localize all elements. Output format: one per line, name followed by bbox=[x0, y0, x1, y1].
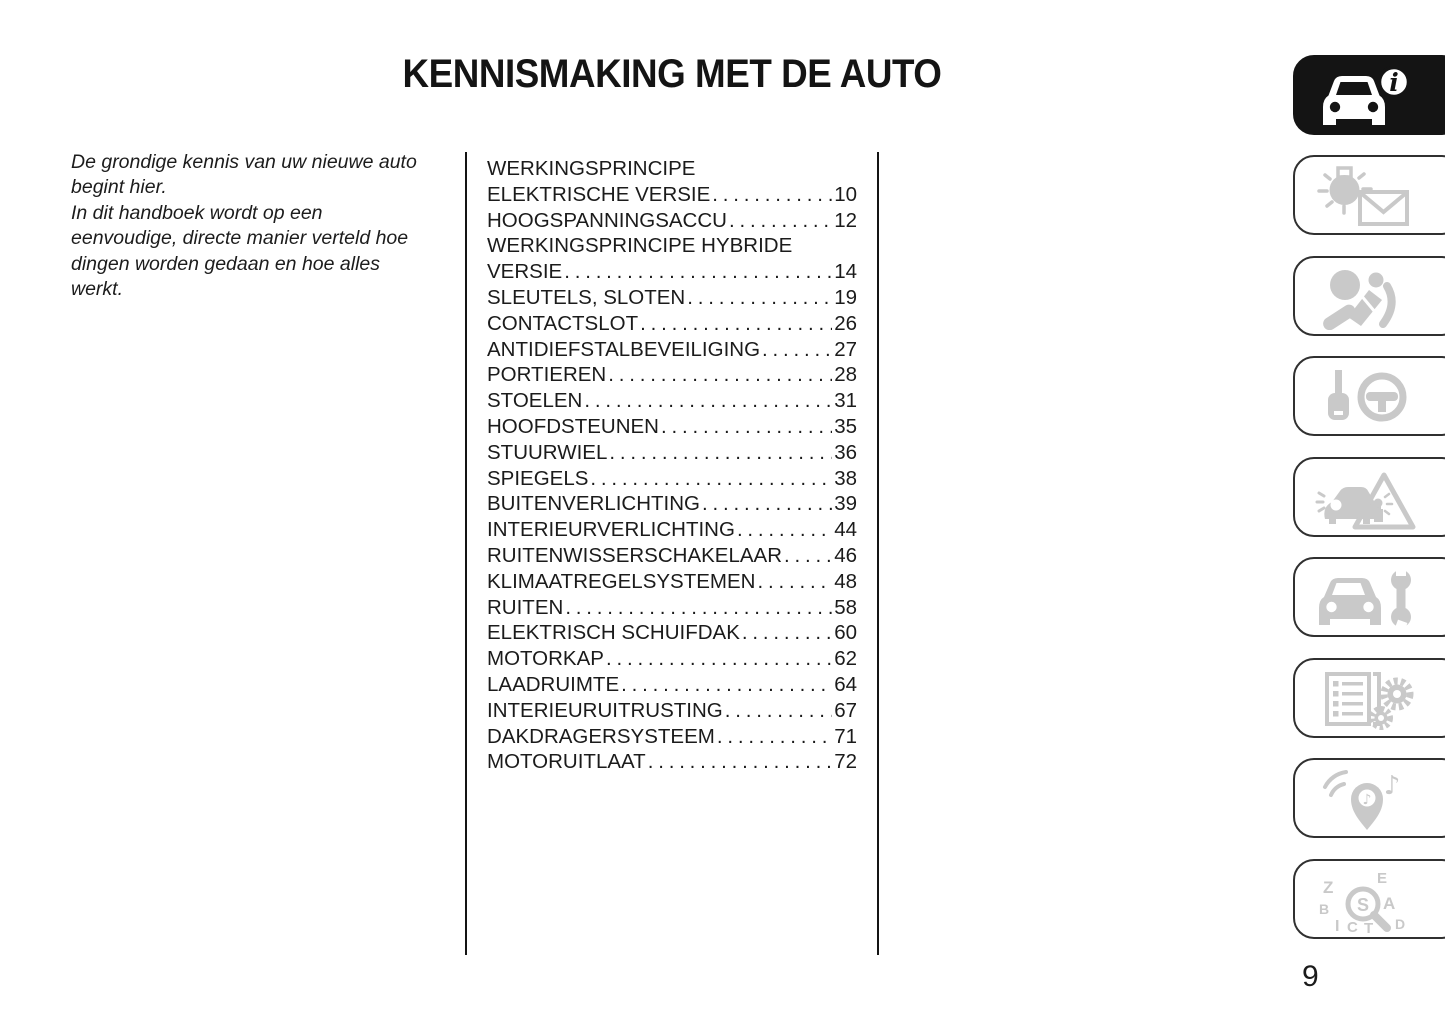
dot-leader bbox=[608, 362, 832, 388]
intro-paragraph-2: In dit handboek wordt op een eenvoudige, directe manier verteld hoe dingen worden gedaan en hoe alles werkt. bbox=[71, 201, 409, 301]
toc-entry[interactable] bbox=[487, 362, 857, 388]
toc-entry-label: ANTIDIEFSTALBEVEILIGING bbox=[487, 337, 761, 361]
toc-entry-label: BUITENVERLICHTING bbox=[487, 492, 700, 516]
toc-entry[interactable] bbox=[487, 182, 857, 208]
toc-entry-label: WERKINGSPRINCIPE HYBRIDE bbox=[487, 234, 793, 258]
toc-entry-page: 10 bbox=[834, 182, 857, 206]
toc-entry-page: 12 bbox=[834, 208, 857, 232]
dot-leader bbox=[621, 672, 832, 698]
svg-text:E: E bbox=[1377, 870, 1388, 887]
toc-entry[interactable] bbox=[487, 724, 857, 750]
toc-entry[interactable] bbox=[487, 311, 857, 337]
toc-entry-label: RUITEN bbox=[487, 595, 564, 619]
toc-entry-label: SPIEGELS bbox=[487, 466, 589, 490]
toc-entry-label: ELEKTRISCH SCHUIFDAK bbox=[487, 621, 740, 645]
toc-entry-label: LAADRUIMTE bbox=[487, 672, 620, 696]
toc-entry[interactable] bbox=[487, 646, 857, 672]
chapter-tab-starting-driving[interactable] bbox=[1293, 356, 1445, 436]
toc-entry-page: 64 bbox=[834, 672, 857, 696]
toc-entry-page: 62 bbox=[834, 647, 857, 671]
intro-text bbox=[71, 150, 433, 302]
toc-entry-label: STOELEN bbox=[487, 389, 583, 413]
toc-entry-page: 36 bbox=[834, 440, 857, 464]
toc-entry-page: 26 bbox=[834, 311, 857, 335]
svg-text:A: A bbox=[1383, 894, 1396, 913]
chapter-tab-warning-lights-messages[interactable] bbox=[1293, 155, 1445, 235]
toc-entry-page: 39 bbox=[834, 492, 857, 516]
toc-entry-page: 31 bbox=[834, 389, 857, 413]
toc-entry-label: DAKDRAGERSYSTEEM bbox=[487, 724, 715, 748]
dot-leader bbox=[762, 337, 832, 363]
toc-entry-page: 27 bbox=[834, 337, 857, 361]
toc-entry[interactable] bbox=[487, 337, 857, 363]
dot-leader bbox=[661, 414, 832, 440]
svg-text:C: C bbox=[1347, 919, 1358, 933]
toc-entry-label: KLIMAATREGELSYSTEMEN bbox=[487, 569, 756, 593]
chapter-tab-index[interactable] bbox=[1293, 859, 1445, 939]
toc-entry[interactable] bbox=[487, 285, 857, 311]
svg-text:I: I bbox=[1335, 918, 1340, 933]
svg-text:D: D bbox=[1395, 916, 1406, 932]
page-title: KENNISMAKING MET DE AUTO bbox=[402, 52, 942, 96]
dot-leader bbox=[564, 259, 832, 285]
dot-leader bbox=[640, 311, 832, 337]
toc-entry-page: 35 bbox=[834, 414, 857, 438]
chapter-tab-multimedia[interactable] bbox=[1293, 758, 1445, 838]
toc-entry[interactable] bbox=[487, 491, 857, 517]
toc-entry-label: INTERIEURUITRUSTING bbox=[487, 698, 723, 722]
dot-leader bbox=[687, 285, 832, 311]
toc-entry-label: RUITENWISSERSCHAKELAAR bbox=[487, 543, 783, 567]
toc-entry[interactable] bbox=[487, 388, 857, 414]
dot-leader bbox=[742, 620, 832, 646]
toc-entry[interactable] bbox=[487, 233, 857, 259]
toc-entry-page: 71 bbox=[834, 724, 857, 748]
toc-entry-label: ELEKTRISCHE VERSIE bbox=[487, 182, 711, 206]
toc-entry-label: MOTORUITLAAT bbox=[487, 750, 646, 774]
page-number: 9 bbox=[1302, 960, 1319, 993]
svg-text:♪: ♪ bbox=[1362, 792, 1372, 808]
toc-entry[interactable] bbox=[487, 620, 857, 646]
toc-entry[interactable] bbox=[487, 440, 857, 466]
svg-text:Z: Z bbox=[1323, 878, 1334, 897]
toc-entry[interactable] bbox=[487, 466, 857, 492]
chapter-tab-technical-data[interactable] bbox=[1293, 658, 1445, 738]
toc-entry-page: 44 bbox=[834, 518, 857, 542]
toc-entry-page: 28 bbox=[834, 363, 857, 387]
dot-leader bbox=[609, 440, 832, 466]
dot-leader bbox=[717, 724, 832, 750]
toc-entry[interactable] bbox=[487, 208, 857, 234]
toc-entry-page: 48 bbox=[834, 569, 857, 593]
dot-leader bbox=[712, 182, 832, 208]
svg-text:i: i bbox=[1389, 68, 1399, 97]
dot-leader bbox=[648, 749, 832, 775]
toc-entry[interactable] bbox=[487, 569, 857, 595]
toc-entry-page: 72 bbox=[834, 750, 857, 774]
toc-entry-label: PORTIEREN bbox=[487, 363, 607, 387]
chapter-tab-car-info[interactable] bbox=[1293, 55, 1445, 135]
toc-entry-label: HOOGSPANNINGSACCU bbox=[487, 208, 727, 232]
toc-entry-page: 60 bbox=[834, 621, 857, 645]
toc-entry[interactable] bbox=[487, 595, 857, 621]
chapter-tab-emergency[interactable] bbox=[1293, 457, 1445, 537]
svg-text:♪: ♪ bbox=[1383, 771, 1401, 801]
table-of-contents bbox=[465, 152, 879, 955]
toc-entry-label: CONTACTSLOT bbox=[487, 311, 639, 335]
toc-entry-label: WERKINGSPRINCIPE bbox=[487, 157, 696, 180]
chapter-tab-safety[interactable] bbox=[1293, 256, 1445, 336]
toc-entry-page: 46 bbox=[834, 543, 857, 567]
dot-leader bbox=[606, 646, 832, 672]
toc-entry-label: INTERIEURVERLICHTING bbox=[487, 518, 735, 542]
toc-entry-page: 58 bbox=[834, 595, 857, 619]
toc-entry[interactable] bbox=[487, 414, 857, 440]
toc-entry-page: 38 bbox=[834, 466, 857, 490]
chapter-tab-maintenance[interactable] bbox=[1293, 557, 1445, 637]
toc-entry-page: 14 bbox=[834, 260, 857, 284]
svg-text:S: S bbox=[1356, 895, 1370, 915]
toc-entry-label: MOTORKAP bbox=[487, 647, 604, 671]
dot-leader bbox=[784, 543, 832, 569]
toc-entry[interactable] bbox=[487, 259, 857, 285]
toc-entry-page: 67 bbox=[834, 698, 857, 722]
toc-entry[interactable] bbox=[487, 698, 857, 724]
toc-entry-label: VERSIE bbox=[487, 260, 563, 284]
toc-entry[interactable] bbox=[487, 672, 857, 698]
dot-leader bbox=[584, 388, 832, 414]
svg-text:B: B bbox=[1319, 901, 1330, 917]
toc-entry[interactable] bbox=[487, 517, 857, 543]
dot-leader bbox=[757, 569, 832, 595]
dot-leader bbox=[725, 698, 832, 724]
toc-entry-label: HOOFDSTEUNEN bbox=[487, 414, 659, 438]
dot-leader bbox=[590, 466, 832, 492]
svg-text:T: T bbox=[1364, 920, 1374, 933]
intro-paragraph-1: De grondige kennis van uw nieuwe auto begint hier. bbox=[71, 151, 417, 199]
dot-leader bbox=[737, 517, 832, 543]
toc-entry[interactable] bbox=[487, 543, 857, 569]
toc-entry[interactable] bbox=[487, 749, 857, 775]
toc-entry-label: SLEUTELS, SLOTEN bbox=[487, 285, 686, 309]
toc-entry-label: STUURWIEL bbox=[487, 440, 608, 464]
dot-leader bbox=[702, 491, 832, 517]
dot-leader bbox=[565, 595, 832, 621]
toc-entry-page: 19 bbox=[834, 285, 857, 309]
dot-leader bbox=[729, 208, 832, 234]
toc-entry[interactable] bbox=[487, 156, 857, 182]
